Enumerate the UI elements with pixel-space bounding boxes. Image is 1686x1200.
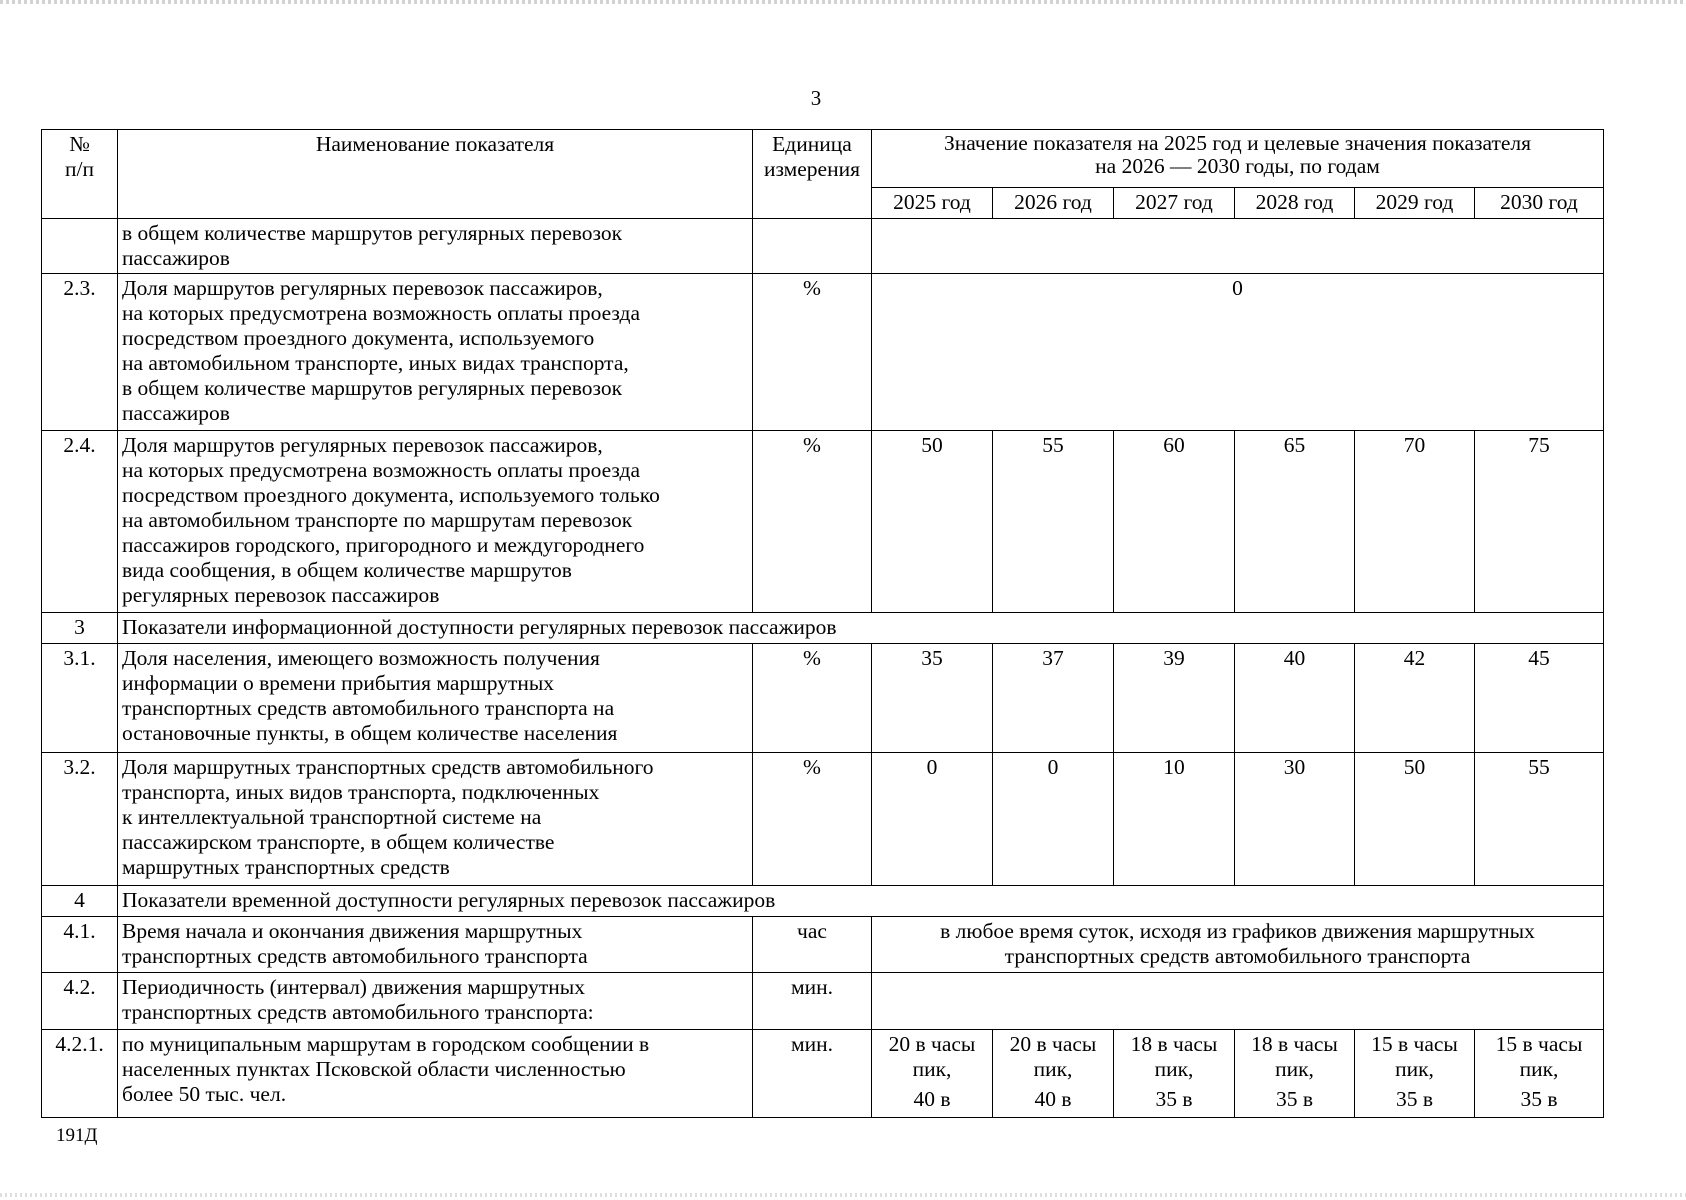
row-value: 39 [1114,644,1235,753]
row-value: 0 [993,753,1114,886]
table-row [42,1030,1604,1118]
interval-value [876,1032,988,1112]
row-num: 2.4. [42,431,118,613]
row-value [1475,1030,1604,1118]
header-num: № п/п [42,130,118,219]
row-name: в общем количестве маршрутов регулярных перевозок пассажиров [118,219,753,274]
row-num [42,219,118,274]
section-row [42,886,1604,917]
row-num: 4.1. [42,917,118,973]
scan-edge-top [0,0,1686,4]
row-value: 35 [872,644,993,753]
interval-rest: 35 в [1520,1087,1558,1111]
header-unit: Единица измерения [753,130,872,219]
table-row [42,219,1604,274]
interval-peak: 18 в часы пик, [1130,1032,1218,1081]
interval-rest: 35 в [1275,1087,1314,1111]
section-num: 3 [42,613,118,644]
row-value: 30 [1235,753,1355,886]
row-value [872,973,1604,1030]
interval-value [1239,1032,1350,1112]
scan-edge-bottom [0,1193,1686,1197]
interval-peak: 18 в часы пик, [1251,1032,1338,1081]
row-unit: % [753,753,872,886]
header-year: 2026 год [993,188,1114,219]
row-value: 55 [993,431,1114,613]
interval-peak: 15 в часы пик, [1495,1032,1583,1081]
row-value [1355,1030,1475,1118]
row-unit: мин. [753,1030,872,1118]
document-code: 191Д [56,1125,98,1146]
row-value [872,1030,993,1118]
interval-rest: 35 в [1155,1087,1193,1111]
header-year: 2029 год [1355,188,1475,219]
table-row [42,973,1604,1030]
row-name: Доля маршрутов регулярных перевозок пассажиров, на которых предусмотрена возможность оплаты проезда посредством проездного документа, используемого только на автомобильном транспорте по маршрутам перевозок пассажиров городского, пригородного и междугороднего вида сообщения, в общем количестве маршрутов регулярных перевозок пассажиров [118,431,753,613]
header-values: Значение показателя на 2025 год и целевые значения показателя на 2026 — 2030 годы, по годам [872,130,1604,188]
row-value [1114,1030,1235,1118]
row-num: 4.2.1. [42,1030,118,1118]
row-name: Время начала и окончания движения маршрутных транспортных средств автомобильного транспорта [118,917,753,973]
interval-peak: 15 в часы пик, [1371,1032,1458,1081]
section-row [42,613,1604,644]
row-value: 70 [1355,431,1475,613]
table-row [42,274,1604,431]
row-value: 40 [1235,644,1355,753]
row-num: 3.1. [42,644,118,753]
row-value: 65 [1235,431,1355,613]
row-value [1235,1030,1355,1118]
table-row [42,917,1604,973]
interval-value [997,1032,1109,1112]
header-year: 2025 год [872,188,993,219]
page-number: 3 [810,86,822,110]
row-num: 3.2. [42,753,118,886]
row-value: 42 [1355,644,1475,753]
table-row [42,431,1604,613]
row-name: Доля маршрутных транспортных средств автомобильного транспорта, иных видов транспорта, подключенных к интеллектуальной транспортной системе на пассажирском транспорте, в общем количестве маршрутных транспортных средств [118,753,753,886]
row-name: Доля маршрутов регулярных перевозок пассажиров, на которых предусмотрена возможность оплаты проезда посредством проездного документа, используемого на автомобильном транспорте, иных видах транспорта, в общем количестве маршрутов регулярных перевозок пассажиров [118,274,753,431]
section-title: Показатели временной доступности регулярных перевозок пассажиров [118,886,1604,917]
row-value: 50 [1355,753,1475,886]
interval-rest: 40 в [1034,1087,1072,1111]
interval-value [1479,1032,1599,1112]
row-value: 37 [993,644,1114,753]
row-unit: час [753,917,872,973]
row-unit [753,219,872,274]
row-num: 2.3. [42,274,118,431]
row-unit: мин. [753,973,872,1030]
row-value [993,1030,1114,1118]
interval-value [1359,1032,1470,1112]
interval-peak: 20 в часы пик, [1009,1032,1097,1081]
table-row [42,753,1604,886]
row-name: по муниципальным маршрутам в городском сообщении в населенных пунктах Псковской области численностью более 50 тыс. чел. [118,1030,753,1118]
section-title: Показатели информационной доступности регулярных перевозок пассажиров [118,613,1604,644]
interval-rest: 40 в [913,1087,951,1111]
row-value: 55 [1475,753,1604,886]
row-unit: % [753,644,872,753]
section-num: 4 [42,886,118,917]
row-unit: % [753,274,872,431]
interval-value [1118,1032,1230,1112]
header-year: 2028 год [1235,188,1355,219]
interval-peak: 20 в часы пик, [888,1032,976,1081]
row-value: 10 [1114,753,1235,886]
row-value: 0 [872,274,1604,431]
row-value: 75 [1475,431,1604,613]
table-row [42,644,1604,753]
indicators-table [41,129,1604,1118]
row-value: 50 [872,431,993,613]
interval-rest: 35 в [1395,1087,1434,1111]
row-value: 45 [1475,644,1604,753]
header-year: 2030 год [1475,188,1604,219]
header-row [42,130,1604,188]
row-name: Доля населения, имеющего возможность получения информации о времени прибытия маршрутных транспортных средств автомобильного транспорта на остановочные пункты, в общем количестве населения [118,644,753,753]
row-value: 0 [872,753,993,886]
header-name: Наименование показателя [118,130,753,219]
row-unit: % [753,431,872,613]
row-value [872,219,1604,274]
row-name: Периодичность (интервал) движения маршрутных транспортных средств автомобильного транспорта: [118,973,753,1030]
row-value: в любое время суток, исходя из графиков движения маршрутных транспортных средств автомобильного транспорта [872,917,1604,973]
row-num: 4.2. [42,973,118,1030]
header-year: 2027 год [1114,188,1235,219]
row-value: 60 [1114,431,1235,613]
